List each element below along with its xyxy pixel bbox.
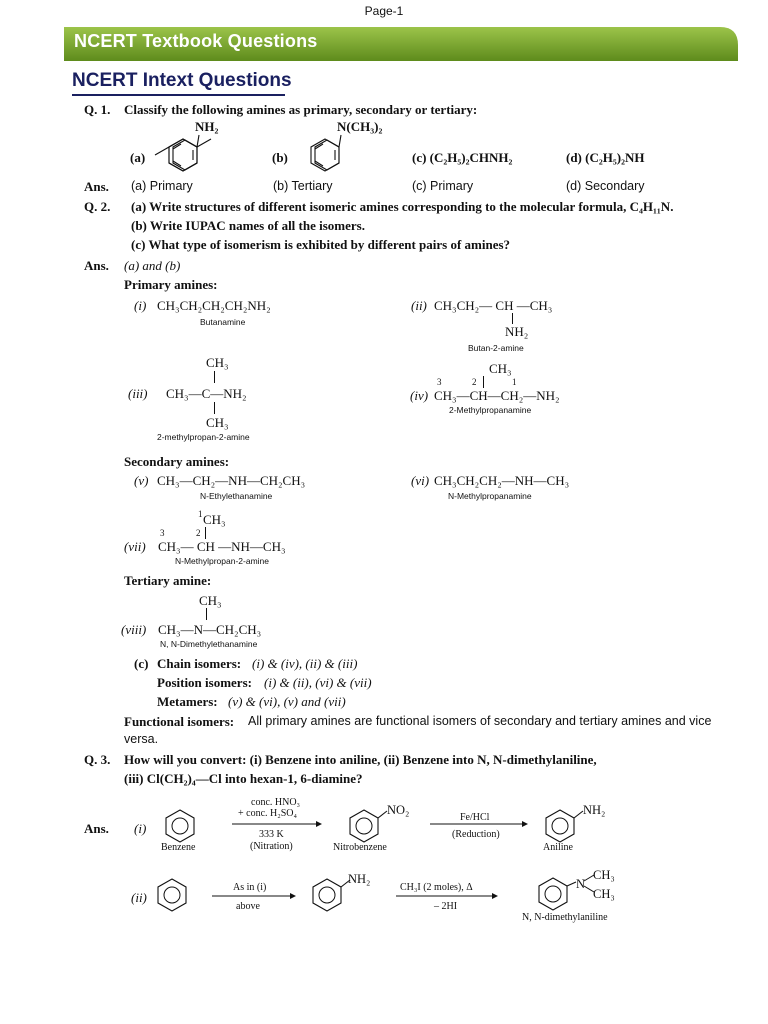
reaction-i-label: (i) bbox=[134, 821, 147, 836]
q1-a-label: (a) bbox=[130, 150, 146, 165]
reagent1-bot2: (Nitration) bbox=[250, 841, 293, 852]
secondary-amines-heading: Secondary amines: bbox=[124, 454, 230, 469]
p4-locant-1: 1 bbox=[512, 377, 517, 387]
reagent1-top1: conc. HNO₃ bbox=[251, 797, 301, 808]
p3-top: CH₃ bbox=[206, 355, 229, 370]
tertiary-amine-heading: Tertiary amine: bbox=[124, 573, 212, 588]
s7-locant-3: 3 bbox=[160, 528, 165, 538]
benzene-ring bbox=[163, 808, 197, 844]
benzene-ring-2 bbox=[155, 877, 189, 913]
s7-name: N-Methylpropan-2-amine bbox=[175, 556, 270, 566]
naphthalene-amine-structure bbox=[153, 133, 213, 177]
position-isomers-label: Position isomers: bbox=[157, 675, 252, 690]
s5-formula: CH₃—CH₂—NH—CH₂CH₃ bbox=[157, 473, 306, 488]
nitrobenzene-ring bbox=[347, 808, 391, 844]
amino-group: NH₂ bbox=[583, 803, 606, 817]
p3-bond-bottom bbox=[214, 402, 215, 414]
q2-c-label: (c) bbox=[134, 656, 149, 671]
q2-a: (a) Write structures of different isomeric amines corresponding to the molecular formula, C₄H₁₁N. bbox=[131, 199, 674, 214]
q1-a-substituent: NH₂ bbox=[195, 119, 219, 134]
s7-top-locant: 1 bbox=[198, 509, 203, 519]
q1-ans-label: Ans. bbox=[84, 179, 109, 194]
t8-name: N, N-Dimethylethanamine bbox=[160, 639, 258, 649]
p2-number: (ii) bbox=[411, 298, 427, 313]
s7-top: CH₃ bbox=[203, 512, 226, 527]
p3-main: CH₃—C—NH₂ bbox=[166, 386, 247, 401]
chain-isomers-label: Chain isomers: bbox=[157, 656, 242, 671]
q1-ans-c: (c) Primary bbox=[412, 179, 474, 193]
chain-isomers: (i) & (iv), (ii) & (iii) bbox=[252, 656, 358, 671]
reagent1-bot1: 333 K bbox=[259, 829, 284, 840]
section-underline bbox=[72, 94, 285, 96]
q2-b: (b) Write IUPAC names of all the isomers. bbox=[131, 218, 365, 233]
p2-formula: CH₃CH₂— CH —CH₃ bbox=[434, 298, 553, 313]
reagent2-top: Fe/HCl bbox=[460, 812, 490, 823]
s5-number: (v) bbox=[134, 473, 149, 488]
p1-formula: CH₃CH₂CH₂CH₂NH₂ bbox=[157, 298, 271, 313]
p3-name: 2-methylpropan-2-amine bbox=[157, 432, 250, 442]
p4-number: (iv) bbox=[410, 388, 429, 403]
reaction-arrow-4 bbox=[396, 892, 498, 900]
q1-ans-a: (a) Primary bbox=[131, 179, 193, 193]
q2-c: (c) What type of isomerism is exhibited by different pairs of amines? bbox=[131, 237, 511, 252]
s7-main: CH₃— CH —NH—CH₃ bbox=[158, 539, 286, 554]
q1-ans-d: (d) Secondary bbox=[566, 179, 645, 193]
q1-b-label: (b) bbox=[272, 150, 288, 165]
primary-amines-heading: Primary amines: bbox=[124, 277, 218, 292]
q3-line2: (iii) Cl(CH₂)₄—Cl into hexan-1, 6-diamine? bbox=[124, 771, 363, 786]
section-title: NCERT Intext Questions bbox=[72, 70, 292, 91]
p4-locant-3: 3 bbox=[437, 377, 442, 387]
p4-name: 2-Methylpropanamine bbox=[449, 405, 532, 415]
q1-text: Classify the following amines as primary, secondary or tertiary: bbox=[124, 102, 478, 117]
reaction-arrow-1 bbox=[232, 820, 322, 828]
reagent2-bot: (Reduction) bbox=[452, 829, 500, 840]
s6-number: (vi) bbox=[411, 473, 430, 488]
position-isomers: (i) & (ii), (vi) & (vii) bbox=[264, 675, 372, 690]
s7-locant-2: 2 bbox=[196, 528, 201, 538]
reagent1-top2: + conc. H₂SO₄ bbox=[238, 808, 297, 819]
reaction-arrow-2 bbox=[430, 820, 528, 828]
nitrobenzene-label: Nitrobenzene bbox=[333, 842, 387, 853]
metamers: (v) & (vi), (v) and (vii) bbox=[228, 694, 346, 709]
q2-number: Q. 2. bbox=[84, 199, 111, 214]
s6-formula: CH₃CH₂CH₂—NH—CH₃ bbox=[434, 473, 570, 488]
s7-number: (vii) bbox=[124, 539, 146, 554]
q1-number: Q. 1. bbox=[84, 102, 111, 117]
p3-bottom: CH₃ bbox=[206, 415, 229, 430]
s5-name: N-Ethylethanamine bbox=[200, 491, 273, 501]
naphthalene-dimethylamine-structure bbox=[295, 133, 355, 177]
aniline-label: Aniline bbox=[543, 842, 573, 853]
p3-number: (iii) bbox=[128, 386, 148, 401]
p4-main: CH₃—CH—CH₂—NH₂ bbox=[434, 388, 560, 403]
metamers-label: Metamers: bbox=[157, 694, 218, 709]
p2-branch: NH₂ bbox=[505, 324, 529, 339]
q3-line1: How will you convert: (i) Benzene into aniline, (ii) Benzene into N, N-dimethylaniline, bbox=[124, 752, 597, 767]
reagent4-top: CH₃I (2 moles), Δ bbox=[400, 882, 473, 893]
banner-title: NCERT Textbook Questions bbox=[74, 31, 318, 51]
functional-isomers-line1: All primary amines are functional isomers of secondary and tertiary amines and vice bbox=[248, 714, 712, 728]
p2-name: Butan-2-amine bbox=[468, 343, 524, 353]
p4-top: CH₃ bbox=[489, 361, 512, 376]
s7-bond bbox=[205, 527, 206, 539]
functional-isomers-line2: versa. bbox=[124, 732, 159, 746]
q1-ans-b: (b) Tertiary bbox=[273, 179, 333, 193]
dimethylaniline-ring bbox=[536, 874, 600, 912]
nitrogen-atom: N bbox=[576, 877, 586, 891]
amino-group-2: NH₂ bbox=[348, 872, 371, 886]
t8-main: CH₃—N—CH₂CH₃ bbox=[158, 622, 262, 637]
methyl-group-2: CH₃ bbox=[593, 887, 615, 901]
p4-bond bbox=[483, 376, 484, 388]
q1-b-substituent: N(CH₃)₂ bbox=[337, 119, 383, 134]
t8-bond bbox=[206, 608, 207, 620]
methyl-group-1: CH₃ bbox=[593, 868, 615, 882]
p3-bond-top bbox=[214, 371, 215, 383]
q3-ans-label: Ans. bbox=[84, 821, 109, 836]
aniline-ring bbox=[543, 808, 587, 844]
reaction-arrow-3 bbox=[212, 892, 296, 900]
q1-d: (d) (C₂H₅)₂NH bbox=[566, 150, 645, 165]
p4-locant-2: 2 bbox=[472, 377, 477, 387]
benzene-label: Benzene bbox=[161, 842, 196, 853]
nitro-group: NO₂ bbox=[387, 803, 410, 817]
p1-name: Butanamine bbox=[200, 317, 246, 327]
q2-ans-intro: (a) and (b) bbox=[124, 258, 181, 273]
q1-c: (c) (C₂H₅)₂CHNH₂ bbox=[412, 150, 513, 165]
functional-isomers-label: Functional isomers: bbox=[124, 714, 235, 729]
s6-name: N-Methylpropanamine bbox=[448, 491, 532, 501]
page-number: Page-1 bbox=[364, 4, 404, 18]
p1-number: (i) bbox=[134, 298, 147, 313]
t8-number: (viii) bbox=[121, 622, 147, 637]
reaction-ii-label: (ii) bbox=[131, 890, 147, 905]
reagent4-bot: – 2HI bbox=[434, 901, 458, 912]
reagent3-top: As in (i) bbox=[233, 882, 267, 893]
reagent3-bot: above bbox=[236, 901, 260, 912]
p2-bond bbox=[512, 313, 513, 324]
q2-ans-label: Ans. bbox=[84, 258, 109, 273]
dimethylaniline-label: N, N-dimethylaniline bbox=[522, 912, 608, 923]
q3-number: Q. 3. bbox=[84, 752, 111, 767]
t8-top: CH₃ bbox=[199, 593, 222, 608]
